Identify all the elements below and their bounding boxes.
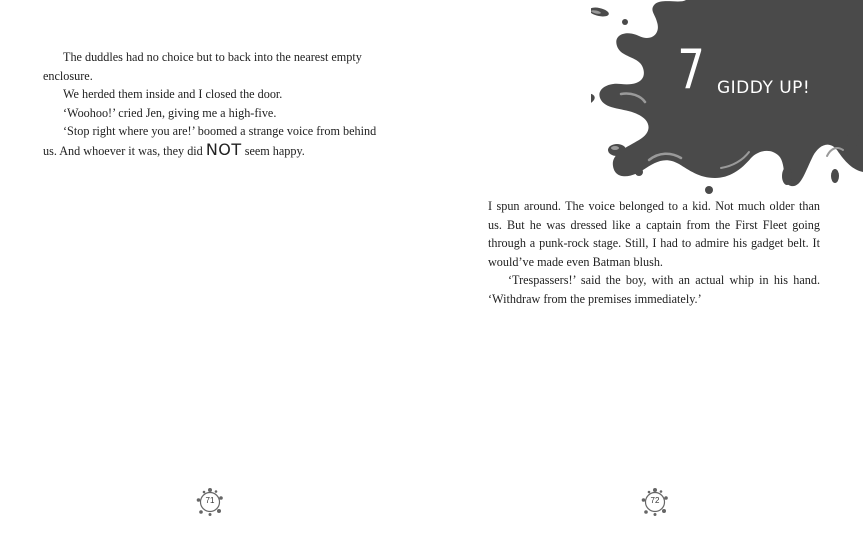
paragraph: ‘Woohoo!’ cried Jen, giving me a high-five.	[63, 105, 277, 120]
left-page-text	[43, 48, 379, 161]
emphasis-word: NOT	[205, 139, 242, 159]
paragraph-text-end: seem happy.	[241, 143, 305, 158]
right-page-text	[488, 197, 820, 309]
paragraph: I spun around. The voice belonged to a kid. Not much older than us. But he was dressed like a captain from the First Fleet going through a punk-rock stage. Still, I had to admire his gadget belt. It would’ve made even Batman blush.	[488, 199, 820, 269]
paragraph: The duddles had no choice but to back into the nearest empty enclosure.	[43, 50, 362, 83]
paragraph-text: ‘Stop right where you are!’ boomed a strange voice from behind us. And whoever it was, they did	[43, 124, 377, 158]
chapter-number: 7	[677, 38, 705, 101]
chapter-title: GIDDY UP!	[717, 78, 811, 98]
paragraph: We herded them inside and I closed the door.	[63, 87, 283, 102]
left-page	[0, 0, 431, 540]
paragraph	[43, 122, 379, 160]
page-number: 72	[650, 496, 660, 505]
page-number-badge	[640, 487, 670, 517]
right-page	[431, 0, 863, 540]
paragraph: ‘Trespassers!’ said the boy, with an actual whip in his hand. ‘Withdraw from the premises immediately.’	[488, 273, 820, 306]
page-number-badge	[195, 487, 225, 517]
page-number: 71	[205, 496, 215, 505]
